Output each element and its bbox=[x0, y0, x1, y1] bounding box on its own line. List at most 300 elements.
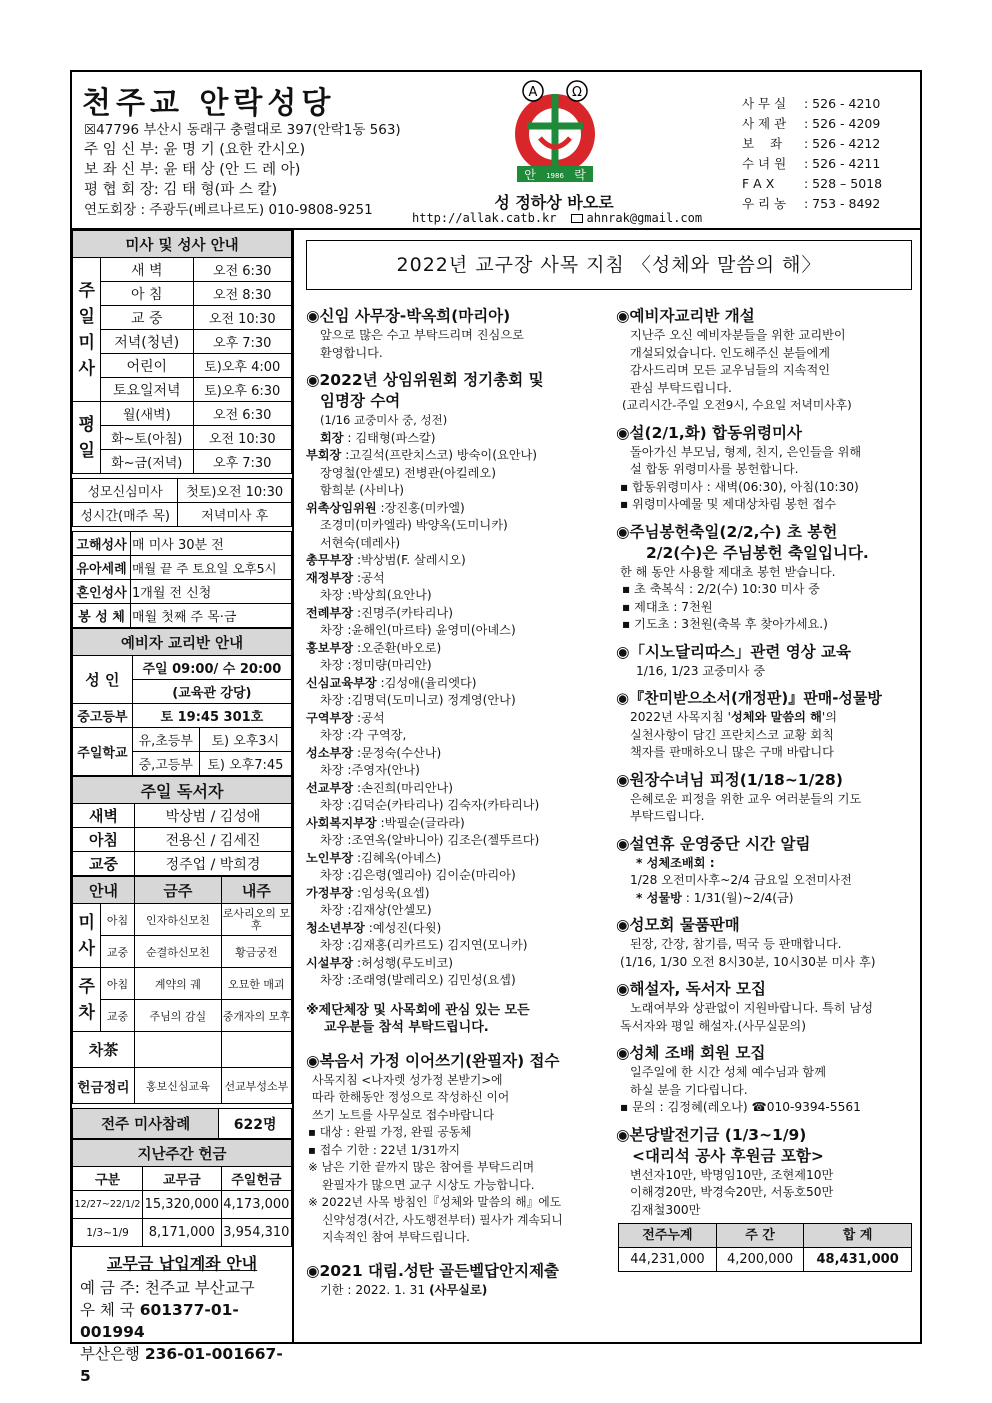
news-text: 한 해 동안 사용할 제대초 봉헌 받습니다. bbox=[620, 564, 836, 579]
committee-member: :김혜옥(아녜스) bbox=[353, 850, 442, 865]
guide-parking-label: 주차 bbox=[73, 968, 101, 1032]
news-heading: 임명장 수여 bbox=[320, 392, 401, 410]
guide-header: 금주 bbox=[135, 877, 222, 904]
phone-row: 사 무 실 : 526 - 4210 bbox=[742, 96, 881, 111]
committee-role: 가정부장 bbox=[306, 885, 354, 900]
guide-header: 내주 bbox=[221, 877, 291, 904]
news-text: * 성물방 : 1/31(월)~2/4(금) bbox=[636, 890, 794, 905]
committee-member: 조경미(미카엘라) 박양옥(도미니카) bbox=[320, 518, 508, 532]
committee-row bbox=[306, 482, 606, 500]
website-link[interactable]: http://allak.catb.kr bbox=[412, 211, 557, 225]
offering-sunday: 3,954,310 bbox=[221, 1219, 291, 1247]
phone-directory bbox=[742, 94, 882, 214]
news-heading: <대리석 공사 후원금 포함> bbox=[632, 1146, 824, 1165]
committee-row bbox=[306, 447, 606, 465]
committee-row bbox=[306, 780, 606, 798]
adult-place: (교육관 강당) bbox=[132, 680, 291, 704]
committee-role: 선교부장 bbox=[306, 780, 354, 795]
committee-member: 차장 :윤해인(마르타) 윤영미(아녜스) bbox=[320, 623, 516, 637]
committee-member: 함희분 (사비나) bbox=[320, 483, 405, 497]
committee-role: 성소부장 bbox=[306, 745, 354, 760]
news-text: ※ 남은 기한 끝까지 많은 참여를 부탁드리며 bbox=[308, 1160, 535, 1174]
committee-member: :고길석(프란치스코) 방숙이(요안나) bbox=[341, 448, 538, 462]
news-text: 감사드리며 모든 교우님들의 지속적인 bbox=[630, 363, 830, 377]
committee-role: 회장 bbox=[320, 430, 344, 445]
address: ☒47796 부산시 동래구 충렬대로 397(안락1동 563) bbox=[84, 122, 401, 138]
offering-header: 교무금 bbox=[143, 1167, 222, 1191]
committee-member: :박필순(글라라) bbox=[376, 815, 465, 830]
guide-time: 교중 bbox=[101, 936, 135, 968]
committee-member: 차장 :정미량(마리안) bbox=[320, 658, 432, 672]
sacrament-value: 매월 첫째 주 목·금 bbox=[131, 604, 292, 628]
mass-time: 오전 8:30 bbox=[193, 282, 292, 306]
school-time: 토) 오후3시 bbox=[199, 728, 291, 752]
fund-cumulative: 44,231,000 bbox=[619, 1248, 717, 1272]
committee-row bbox=[306, 552, 606, 570]
mass-time: 오전 10:30 bbox=[193, 306, 292, 330]
devotion-table bbox=[72, 478, 292, 527]
catechumen-table bbox=[72, 628, 292, 776]
reader-names: 정주업 / 박희경 bbox=[135, 852, 292, 876]
news-text: 2022년 사목지침 '성체와 말씀의 해'의 bbox=[630, 710, 838, 724]
news-text: 이해경20만, 박경숙20만, 서동호50만 bbox=[630, 1185, 834, 1199]
committee-member: :예성진(다윗) bbox=[364, 920, 442, 935]
bulletin-header bbox=[72, 72, 920, 230]
news-text: ▪ 제대초 : 7천원 bbox=[622, 599, 713, 614]
pastoral-banner: 2022년 교구장 사목 지침 〈성체와 말씀의 해〉 bbox=[306, 240, 912, 290]
news-item bbox=[306, 1261, 606, 1300]
committee-row bbox=[306, 727, 606, 745]
attendance-table bbox=[72, 1108, 292, 1139]
news-item bbox=[616, 770, 916, 826]
committee-role: 위촉상임위원 bbox=[306, 500, 377, 515]
reader-names: 전용신 / 김세진 bbox=[135, 828, 292, 852]
duty-guide-table bbox=[72, 876, 292, 1104]
offering-tithe: 8,171,000 bbox=[143, 1219, 222, 1247]
news-heading: ◉본당발전기금 (1/3~1/9) bbox=[616, 1125, 807, 1144]
left-sidebar bbox=[72, 230, 294, 1385]
news-heading: ◉원장수녀님 피정(1/18~1/28) bbox=[616, 770, 843, 789]
news-text: 일주일에 한 시간 성체 예수님과 함께 bbox=[630, 1065, 826, 1079]
guide-money-label: 헌금정리 bbox=[73, 1068, 135, 1104]
contact-text: ▪ 문의 : 김정혜(레오나) ☎010-9394-5561 bbox=[620, 1100, 861, 1114]
news-text: 환영합니다. bbox=[320, 345, 383, 360]
committee-member: 차장 :김재상(안셀모) bbox=[320, 903, 432, 917]
committee-member: :손진희(마리안나) bbox=[353, 780, 453, 795]
committee-role: 청소년부장 bbox=[306, 920, 365, 935]
mass-time: 토)오후 6:30 bbox=[193, 378, 292, 402]
news-text: ※ 2022년 사목 방침인『성체와 말씀의 해』에도 bbox=[308, 1195, 562, 1209]
committee-row bbox=[306, 920, 606, 938]
news-text: ▪ 초 축복식 : 2/2(수) 10:30 미사 중 bbox=[622, 582, 820, 596]
phone-row: F A X : 528 – 5018 bbox=[742, 176, 883, 191]
news-heading: ◉「시노달리따스」관련 영상 교육 bbox=[616, 642, 851, 661]
committee-member: :박상범(F. 살레시오) bbox=[353, 553, 466, 567]
committee-role: 재정부장 bbox=[306, 570, 354, 585]
news-text: (1/16, 1/30 오전 8시30분, 10시30분 미사 후) bbox=[620, 954, 876, 969]
news-text: 노래여부와 상관없이 지원바랍니다. 특히 남성 bbox=[630, 1001, 874, 1015]
offering-period: 12/27~22/1/2 bbox=[73, 1191, 143, 1219]
sunday-mass-label: 주일미사 bbox=[73, 258, 101, 402]
news-text: * 성체조배회 : bbox=[636, 855, 715, 870]
news-text: ▪ 위령미사예물 및 제대상차림 봉헌 접수 bbox=[620, 497, 836, 511]
news-item bbox=[616, 522, 916, 634]
committee-row bbox=[306, 535, 606, 553]
committee-role: 사회복지부장 bbox=[306, 815, 377, 830]
logo-alpha: A bbox=[528, 85, 538, 100]
account-info bbox=[72, 1247, 292, 1393]
committee-member: :공석 bbox=[353, 570, 385, 585]
guide-next: 중개자의 모후 bbox=[221, 1000, 291, 1032]
committee-member: :임성욱(요셉) bbox=[353, 885, 430, 900]
parish-logo bbox=[500, 76, 610, 186]
committee-role: 홍보부장 bbox=[306, 640, 354, 655]
committee-row bbox=[306, 902, 606, 920]
committee-list bbox=[306, 430, 606, 990]
guide-tea-this bbox=[135, 1032, 222, 1068]
reader-mass: 아침 bbox=[73, 828, 135, 852]
news-item bbox=[616, 1125, 916, 1220]
mass-time: 오전 6:30 bbox=[193, 258, 292, 282]
committee-member: 장영철(안셀모) 전병관(아킬레오) bbox=[320, 465, 496, 480]
news-text: 완필자가 많으면 교구 시상도 가능합니다. bbox=[322, 1177, 535, 1192]
sacrament-name: 봉 성 체 bbox=[73, 604, 131, 628]
logo-text-left: 안 bbox=[524, 168, 536, 182]
sacrament-name: 혼인성사 bbox=[73, 580, 131, 604]
guide-next: 오묘한 매괴 bbox=[221, 968, 291, 1000]
committee-role: 구역부장 bbox=[306, 710, 354, 725]
guide-money-this: 홍보신심교육 bbox=[135, 1068, 222, 1104]
news-text: 은혜로운 피정을 위한 교우 여러분들의 기도 bbox=[630, 791, 862, 806]
school-time: 토) 오후7:45 bbox=[199, 752, 291, 776]
parish-title: 천주교 안락성당 bbox=[82, 86, 336, 121]
guide-tea-next bbox=[221, 1032, 291, 1068]
news-text: ▪ 합동위령미사 : 새벽(06:30), 아침(10:30) bbox=[620, 479, 859, 494]
committee-row bbox=[306, 762, 606, 780]
phone-row: 사 제 관 : 526 - 4209 bbox=[742, 116, 881, 131]
attendance-value: 622명 bbox=[219, 1109, 292, 1139]
mass-time: 오후 7:30 bbox=[193, 450, 292, 474]
news-text: 부탁드립니다. bbox=[630, 809, 705, 823]
sacrament-value: 1개월 전 신청 bbox=[131, 580, 292, 604]
mass-name: 저녁(청년) bbox=[101, 330, 194, 354]
mass-section-title: 미사 및 성사 안내 bbox=[73, 231, 292, 258]
committee-role: 시설부장 bbox=[306, 955, 354, 970]
committee-member: 차장 :각 구역장, bbox=[320, 728, 407, 742]
guide-this: 인자하신모친 bbox=[135, 904, 222, 936]
news-text: 쓰기 노트를 사무실로 접수바랍니다 bbox=[312, 1107, 495, 1122]
mass-time: 토)오후 4:00 bbox=[193, 354, 292, 378]
news-item bbox=[616, 688, 916, 762]
news-item bbox=[616, 979, 916, 1035]
mass-name: 화~토(아침) bbox=[101, 426, 194, 450]
news-item bbox=[616, 642, 916, 681]
mass-name: 월(새벽) bbox=[101, 402, 194, 426]
mass-time: 오전 10:30 bbox=[193, 426, 292, 450]
email-link[interactable]: ahnrak@gmail.com bbox=[586, 211, 703, 225]
guide-money-next: 선교부성소부 bbox=[221, 1068, 291, 1104]
sacrament-name: 고해성사 bbox=[73, 532, 131, 556]
committee-member: :공석 bbox=[353, 710, 385, 725]
news-text: 지속적인 참여 부탁드립니다. bbox=[322, 1230, 470, 1244]
sacraments-table bbox=[72, 531, 292, 628]
guide-next: 황금궁전 bbox=[221, 936, 291, 968]
committee-row bbox=[306, 430, 606, 448]
adult-label: 성 인 bbox=[73, 656, 133, 704]
yeondo-president: 연도회장 : 주광두(베르나르도) 010-9808-9251 bbox=[84, 202, 373, 218]
news-text: 김재철300만 bbox=[630, 1202, 701, 1217]
news-text: 변선자10만, 박명임10만, 조현제10만 bbox=[630, 1167, 834, 1182]
devotion-time: 저녁미사 후 bbox=[178, 503, 292, 527]
readers-table bbox=[72, 776, 292, 876]
sacrament-value: 매월 끝 주 토요일 오후5시 bbox=[131, 556, 292, 580]
news-text-block bbox=[306, 1072, 606, 1247]
fund-header: 합 계 bbox=[804, 1224, 912, 1248]
committee-role: 부회장 bbox=[306, 448, 342, 462]
fund-total: 48,431,000 bbox=[804, 1248, 912, 1272]
committee-row bbox=[306, 675, 606, 693]
news-text: ▪ 대상 : 완필 가정, 완필 공동체 bbox=[308, 1125, 472, 1139]
youth-label: 중고등부 bbox=[73, 704, 133, 728]
committee-role: 신심교육부장 bbox=[306, 675, 377, 690]
pastor: 주 임 신 부: 윤 명 기 (요한 칸시오) bbox=[84, 142, 306, 158]
committee-row bbox=[306, 867, 606, 885]
reader-mass: 교중 bbox=[73, 852, 135, 876]
news-heading: ◉해설자, 독서자 모집 bbox=[616, 980, 766, 998]
phone-row: 우 리 농 : 753 - 8492 bbox=[742, 196, 881, 211]
guide-mass-label: 미사 bbox=[73, 904, 101, 968]
guide-time: 아침 bbox=[101, 968, 135, 1000]
parish-info bbox=[84, 120, 401, 220]
committee-row bbox=[306, 972, 606, 990]
news-heading: ◉설(2/1,화) 합동위령미사 bbox=[616, 423, 802, 442]
mail-icon bbox=[571, 214, 583, 223]
devotion-time: 첫토)오전 10:30 bbox=[178, 479, 292, 503]
offering-period: 1/3~1/9 bbox=[73, 1219, 143, 1247]
news-heading: ◉2022년 상임위원회 정기총회 및 bbox=[306, 371, 544, 389]
committee-row bbox=[306, 500, 606, 518]
guide-tea-label: 차茶 bbox=[73, 1032, 135, 1068]
mass-schedule-table bbox=[72, 230, 292, 474]
guide-header: 안내 bbox=[73, 877, 135, 904]
news-text: 설 합동 위령미사를 봉헌합니다. bbox=[630, 462, 799, 476]
committee-row bbox=[306, 657, 606, 675]
committee-member: 차장 :주영자(안나) bbox=[320, 763, 420, 777]
offering-header: 구분 bbox=[73, 1167, 143, 1191]
committee-member: :장진홍(미카엘) bbox=[376, 500, 465, 515]
mass-name: 새 벽 bbox=[101, 258, 194, 282]
committee-role: 노인부장 bbox=[306, 850, 354, 865]
committee-member: 차장 :조래영(발레리오) 김민성(요셉) bbox=[320, 973, 516, 987]
news-heading: 2/2(수)은 주님봉헌 축일입니다. bbox=[646, 543, 869, 562]
news-text: 하실 분을 기다립니다. bbox=[630, 1082, 748, 1097]
news-column-2 bbox=[616, 306, 916, 1272]
school-group: 중,고등부 bbox=[132, 752, 199, 776]
account-post-number: 601377-01-001994 bbox=[80, 1301, 239, 1341]
news-text: 독서자와 평일 해설자.(사무실문의) bbox=[620, 1018, 806, 1033]
news-item bbox=[306, 1051, 606, 1247]
news-item bbox=[306, 370, 606, 1037]
committee-row bbox=[306, 797, 606, 815]
committee-member: 서현숙(데레사) bbox=[320, 535, 401, 550]
news-text: 개설되었습니다. 인도해주신 분들에게 bbox=[630, 345, 830, 360]
news-text: 돌아가신 부모님, 형제, 친지, 은인들을 위해 bbox=[630, 444, 862, 459]
news-text: 실천사항이 담긴 프란치스코 교황 회칙 bbox=[630, 727, 834, 742]
offering-tithe: 15,320,000 bbox=[143, 1191, 222, 1219]
school-group: 유,초등부 bbox=[132, 728, 199, 752]
committee-role: 전례부장 bbox=[306, 605, 354, 620]
news-heading: ◉예비자교리반 개설 bbox=[616, 307, 755, 325]
committee-row bbox=[306, 885, 606, 903]
committee-member: :오준환(바오로) bbox=[353, 640, 442, 655]
news-heading: ◉신임 사무장-박옥희(마리아) bbox=[306, 307, 511, 325]
news-heading: ◉주님봉헌축일(2/2,수) 초 봉헌 bbox=[616, 522, 838, 541]
logo-omega: Ω bbox=[572, 85, 582, 100]
sacrament-value: 매 미사 30분 전 bbox=[131, 532, 292, 556]
committee-row bbox=[306, 815, 606, 833]
account-post: 우 체 국 601377-01-001994 bbox=[80, 1301, 239, 1341]
mass-name: 교 중 bbox=[101, 306, 194, 330]
committee-row bbox=[306, 517, 606, 535]
committee-member: 차장 :조연옥(알바니아) 김조은(젤뚜르다) bbox=[320, 833, 540, 847]
news-text: 1/28 오전미사후~2/4 금요일 오전미사전 bbox=[630, 873, 852, 887]
committee-row bbox=[306, 640, 606, 658]
contact-web bbox=[412, 211, 702, 225]
phone-row: 수 녀 원 : 526 - 4211 bbox=[742, 156, 881, 171]
assistant-pastor: 보 좌 신 부: 윤 태 상 (안 드 레 아) bbox=[84, 162, 301, 178]
guide-this: 주님의 감실 bbox=[135, 1000, 222, 1032]
phone-row: 보 좌 : 526 - 4212 bbox=[742, 136, 881, 151]
news-text: 관심 부탁드립니다. bbox=[630, 380, 732, 395]
committee-row bbox=[306, 587, 606, 605]
news-text: 책자를 판매하오니 많은 구매 바랍니다 bbox=[630, 745, 834, 759]
mass-time: 오전 6:30 bbox=[193, 402, 292, 426]
news-text: 지난주 오신 예비자분들을 위한 교리반이 bbox=[630, 328, 846, 342]
committee-row bbox=[306, 745, 606, 763]
news-text: 1/16, 1/23 교중미사 중 bbox=[636, 663, 766, 678]
committee-row bbox=[306, 692, 606, 710]
main-content bbox=[296, 230, 920, 1342]
logo-text-right: 락 bbox=[574, 168, 586, 182]
reader-names: 박상범 / 김성애 bbox=[135, 804, 292, 828]
fund-summary-table bbox=[618, 1223, 912, 1272]
committee-row bbox=[306, 850, 606, 868]
committee-role: 총무부장 bbox=[306, 553, 354, 567]
devotion-name: 성모신심미사 bbox=[73, 479, 178, 503]
account-holder: 예 금 주: 천주교 부산교구 bbox=[80, 1279, 255, 1297]
mass-name: 어린이 bbox=[101, 354, 194, 378]
account-bank-number: 236-01-001667-5 bbox=[80, 1345, 283, 1385]
mass-name: 아 침 bbox=[101, 282, 194, 306]
logo-year: 1986 bbox=[546, 172, 564, 180]
committee-member: 차장 :김명덕(도미니코) 정계영(안나) bbox=[320, 693, 516, 707]
mass-time: 오후 7:30 bbox=[193, 330, 292, 354]
sunday-school-label: 주일학교 bbox=[73, 728, 133, 776]
patron-saint: 성 정하상 바오로 bbox=[494, 193, 614, 212]
committee-note bbox=[306, 1002, 606, 1037]
adult-time: 주일 09:00/ 수 20:00 bbox=[132, 656, 291, 680]
news-text: 사목지침 <나자렛 성가정 본받기>에 bbox=[312, 1072, 503, 1087]
committee-row bbox=[306, 570, 606, 588]
news-item bbox=[306, 306, 606, 362]
committee-row bbox=[306, 955, 606, 973]
news-text: 교우분들 참석 부탁드립니다. bbox=[324, 1020, 489, 1035]
account-bank: 부산은행 236-01-001667-5 bbox=[80, 1345, 283, 1385]
sacrament-name: 유아세례 bbox=[73, 556, 131, 580]
committee-member: 차장 :김은령(엘리아) 김이순(마리아) bbox=[320, 868, 516, 882]
youth-value: 토 19:45 301호 bbox=[132, 704, 291, 728]
readers-section-title: 주일 독서자 bbox=[73, 777, 292, 804]
catechumen-section-title: 예비자 교리반 안내 bbox=[73, 629, 292, 656]
offering-header: 주일헌금 bbox=[221, 1167, 291, 1191]
fund-header: 전주누계 bbox=[619, 1224, 717, 1248]
news-text: (1/16 교중미사 중, 성전) bbox=[320, 413, 448, 427]
news-heading: ◉2021 대림.성탄 골든벨답안지제출 bbox=[306, 1261, 560, 1280]
news-text: 앞으로 많은 수고 부탁드리며 진심으로 bbox=[320, 328, 524, 342]
news-text: ▪ 기도초 : 3천원(축복 후 찾아가세요.) bbox=[622, 617, 828, 631]
committee-row bbox=[306, 605, 606, 623]
news-column-1 bbox=[306, 306, 606, 1307]
weekday-mass-label: 평일 bbox=[73, 402, 101, 474]
news-item bbox=[616, 915, 916, 971]
offering-sunday: 4,173,000 bbox=[221, 1191, 291, 1219]
mass-name: 화~금(저녁) bbox=[101, 450, 194, 474]
committee-member: :김성애(율리엣다) bbox=[376, 675, 477, 690]
news-heading: ◉복음서 가정 이어쓰기(완필자) 접수 bbox=[306, 1051, 560, 1070]
news-text: 기한 : 2022. 1. 31 (사무실로) bbox=[320, 1282, 488, 1297]
reader-mass: 새벽 bbox=[73, 804, 135, 828]
devotion-name: 성시간(매주 목) bbox=[73, 503, 178, 527]
fund-header: 주 간 bbox=[716, 1224, 803, 1248]
committee-row bbox=[306, 710, 606, 728]
guide-time: 교중 bbox=[101, 1000, 135, 1032]
news-text: ▪ 접수 기한 : 22년 1/31까지 bbox=[308, 1142, 460, 1157]
guide-this: 계약의 궤 bbox=[135, 968, 222, 1000]
bulletin-page bbox=[70, 70, 922, 1385]
news-text: 따라 한해동안 정성으로 작성하신 이어 bbox=[312, 1090, 510, 1104]
news-heading: ◉성체 조배 회원 모집 bbox=[616, 1044, 766, 1062]
offering-table bbox=[72, 1139, 292, 1247]
news-item bbox=[616, 834, 916, 908]
committee-member: 차장 :김재홍(리카르도) 김지연(모니카) bbox=[320, 938, 528, 952]
council-president: 평 협 회 장: 김 태 형(파 스 칼) bbox=[84, 182, 278, 198]
guide-time: 아침 bbox=[101, 904, 135, 936]
committee-member: 차장 :김덕순(카타리나) 김숙자(카타리나) bbox=[320, 798, 540, 812]
news-text: ※제단체장 및 사목회에 관심 있는 모든 bbox=[306, 1002, 530, 1018]
news-heading: ◉성모회 물품판매 bbox=[616, 916, 740, 934]
committee-row bbox=[306, 937, 606, 955]
news-text: 신약성경(서간, 사도행전부터) 필사가 계속되니 bbox=[322, 1212, 563, 1227]
guide-this: 순결하신모친 bbox=[135, 936, 222, 968]
news-heading: ◉설연휴 운영중단 시간 알림 bbox=[616, 834, 811, 853]
committee-row bbox=[306, 832, 606, 850]
account-title: 교무금 납입계좌 안내 bbox=[106, 1254, 258, 1273]
committee-member: : 김태형(파스칼) bbox=[343, 430, 436, 445]
committee-member: :허성행(루도비코) bbox=[353, 955, 453, 970]
news-text: 된장, 간장, 참기름, 떡국 등 판매합니다. bbox=[630, 937, 842, 951]
news-heading: ◉『찬미받으소서(개정판)』판매-성물방 bbox=[616, 689, 882, 707]
news-item bbox=[616, 1043, 916, 1117]
committee-member: 차장 :박상희(요안나) bbox=[320, 588, 432, 602]
committee-member: :진명주(카타리나) bbox=[353, 605, 453, 620]
committee-member: :문정숙(수산나) bbox=[353, 745, 442, 760]
news-text: (교리시간-주일 오전9시, 수요일 저녁미사후) bbox=[622, 398, 852, 412]
news-item bbox=[616, 423, 916, 514]
committee-row bbox=[306, 465, 606, 483]
mass-name: 토요일저녁 bbox=[101, 378, 194, 402]
committee-row bbox=[306, 622, 606, 640]
guide-next: 로사리오의 모후 bbox=[221, 904, 291, 936]
